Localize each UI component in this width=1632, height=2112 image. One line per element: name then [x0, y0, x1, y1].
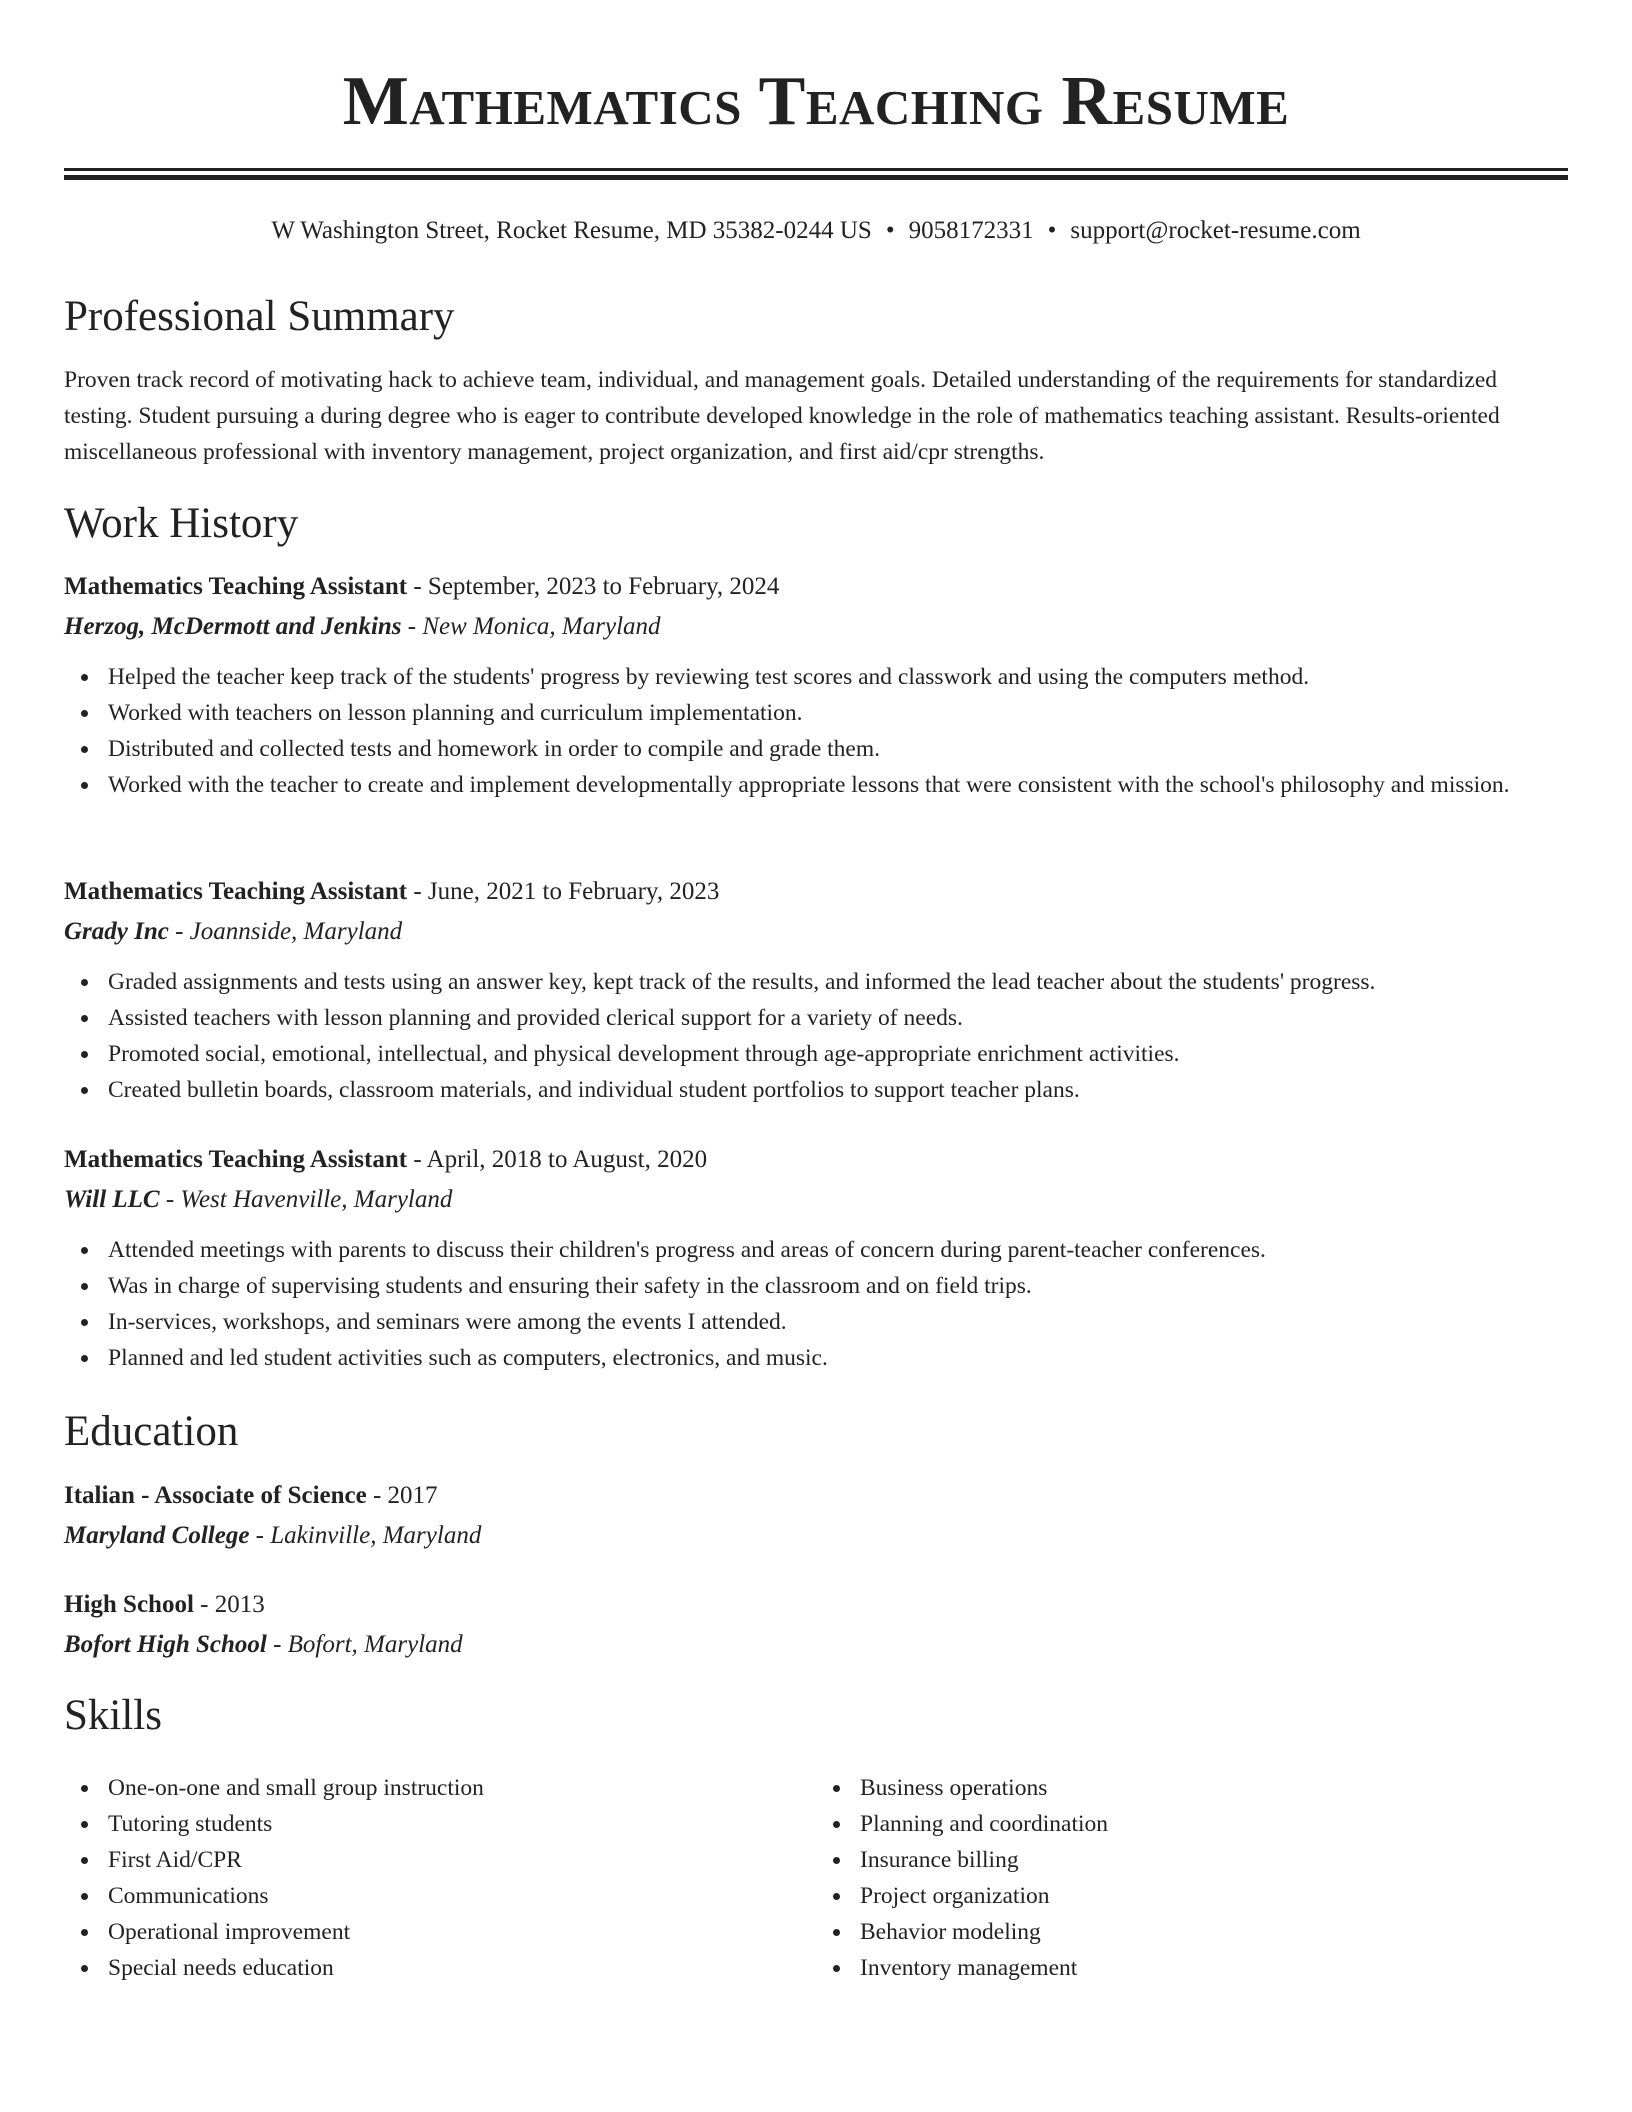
skills-columns [64, 1770, 1568, 1986]
skill-item: Project organization [860, 1878, 1568, 1914]
skill-item: Behavior modeling [860, 1914, 1568, 1950]
job-entry [64, 567, 1568, 803]
job-duty: Attended meetings with parents to discuss their children's progress and areas of concern during parent-teacher conferences. [108, 1232, 1568, 1268]
job-title: Mathematics Teaching Assistant [64, 878, 408, 905]
job-duties-list [64, 659, 1568, 803]
job-duty: Worked with teachers on lesson planning and curriculum implementation. [108, 695, 1568, 731]
skills-list-left [64, 1770, 816, 1986]
skill-item: Insurance billing [860, 1842, 1568, 1878]
job-duty: Assisted teachers with lesson planning and provided clerical support for a variety of needs. [108, 1000, 1568, 1036]
job-dates: - June, 2021 to February, 2023 [407, 878, 720, 905]
degree-name: High School [64, 1591, 194, 1618]
contact-line [64, 213, 1568, 249]
job-entry [64, 872, 1568, 1108]
job-duties-list [64, 964, 1568, 1108]
employer-line [64, 1180, 1568, 1220]
skill-item: One-on-one and small group instruction [108, 1770, 816, 1806]
job-title: Mathematics Teaching Assistant [64, 573, 408, 600]
job-duties-list [64, 1232, 1568, 1376]
skill-item: Communications [108, 1878, 816, 1914]
school-name: Maryland College [64, 1522, 250, 1549]
job-duty: In-services, workshops, and seminars were among the events I attended. [108, 1304, 1568, 1340]
school-location: - Bofort, Maryland [266, 1631, 463, 1658]
school-location: - Lakinville, Maryland [249, 1522, 482, 1549]
job-entry [64, 1140, 1568, 1376]
skill-item: First Aid/CPR [108, 1842, 816, 1878]
job-duty: Graded assignments and tests using an answer key, kept track of the results, and informed the lead teacher about the students' progress. [108, 964, 1568, 1000]
degree-line [64, 1476, 1568, 1516]
job-duty: Promoted social, emotional, intellectual, and physical development through age-appropriate enrichment activities. [108, 1036, 1568, 1072]
contact-phone: 9058172331 [908, 217, 1034, 244]
title-divider-thin [64, 168, 1568, 171]
employer-location: - Joannside, Maryland [168, 918, 403, 945]
education-entry [64, 1476, 1568, 1556]
degree-year: - 2017 [366, 1482, 438, 1509]
job-dates: - April, 2018 to August, 2020 [407, 1146, 708, 1173]
employer-line [64, 607, 1568, 647]
job-title-line [64, 1140, 1568, 1180]
job-duty: Distributed and collected tests and homework in order to compile and grade them. [108, 731, 1568, 767]
job-duty: Helped the teacher keep track of the students' progress by reviewing test scores and classwork and using the computers method. [108, 659, 1568, 695]
job-title-line [64, 872, 1568, 912]
skill-item: Inventory management [860, 1950, 1568, 1986]
contact-separator: • [885, 217, 895, 244]
contact-email: support@rocket-resume.com [1070, 217, 1361, 244]
education-heading: Education [64, 1408, 239, 1455]
degree-year: - 2013 [193, 1591, 265, 1618]
resume-title: Mathematics Teaching Resume [342, 63, 1290, 140]
employer-name: Grady Inc [64, 918, 169, 945]
school-line [64, 1516, 1568, 1556]
skills-heading: Skills [64, 1692, 162, 1739]
resume-page [64, 0, 1568, 1981]
job-title: Mathematics Teaching Assistant [64, 1146, 408, 1173]
employer-location: - New Monica, Maryland [401, 613, 661, 640]
skill-item: Business operations [860, 1770, 1568, 1806]
contact-address: W Washington Street, Rocket Resume, MD 35382-0244 US [271, 217, 872, 244]
skill-item: Special needs education [108, 1950, 816, 1986]
skills-list-right [816, 1770, 1568, 1986]
contact-separator: • [1047, 217, 1057, 244]
job-duty: Created bulletin boards, classroom materials, and individual student portfolios to support teacher plans. [108, 1072, 1568, 1108]
job-title-line [64, 567, 1568, 607]
job-duty: Was in charge of supervising students and ensuring their safety in the classroom and on field trips. [108, 1268, 1568, 1304]
summary-heading: Professional Summary [64, 293, 455, 340]
school-name: Bofort High School [64, 1631, 267, 1658]
employer-line [64, 912, 1568, 952]
job-dates: - September, 2023 to February, 2024 [407, 573, 780, 600]
work-history-heading: Work History [64, 500, 299, 547]
title-divider-thick [64, 175, 1568, 180]
degree-line [64, 1585, 1568, 1625]
summary-text: Proven track record of motivating hack to achieve team, individual, and management goals. Detailed understanding of the requirements for standardized testing. Student pursuing a during degree who is eager to contribute developed knowledge in the role of mathematics teaching assistant. Results-oriented miscellaneous professional with inventory management, project organization, and first aid/cpr strengths. [64, 367, 1500, 465]
job-duty: Planned and led student activities such as computers, electronics, and music. [108, 1340, 1568, 1376]
school-line [64, 1625, 1568, 1665]
skill-item: Operational improvement [108, 1914, 816, 1950]
skill-item: Planning and coordination [860, 1806, 1568, 1842]
education-entry [64, 1585, 1568, 1665]
degree-name: Italian - Associate of Science [64, 1482, 367, 1509]
employer-name: Herzog, McDermott and Jenkins [64, 613, 402, 640]
skill-item: Tutoring students [108, 1806, 816, 1842]
employer-location: - West Havenville, Maryland [159, 1186, 453, 1213]
employer-name: Will LLC [64, 1186, 160, 1213]
job-duty: Worked with the teacher to create and implement developmentally appropriate lessons that were consistent with the school's philosophy and mission. [108, 767, 1568, 803]
